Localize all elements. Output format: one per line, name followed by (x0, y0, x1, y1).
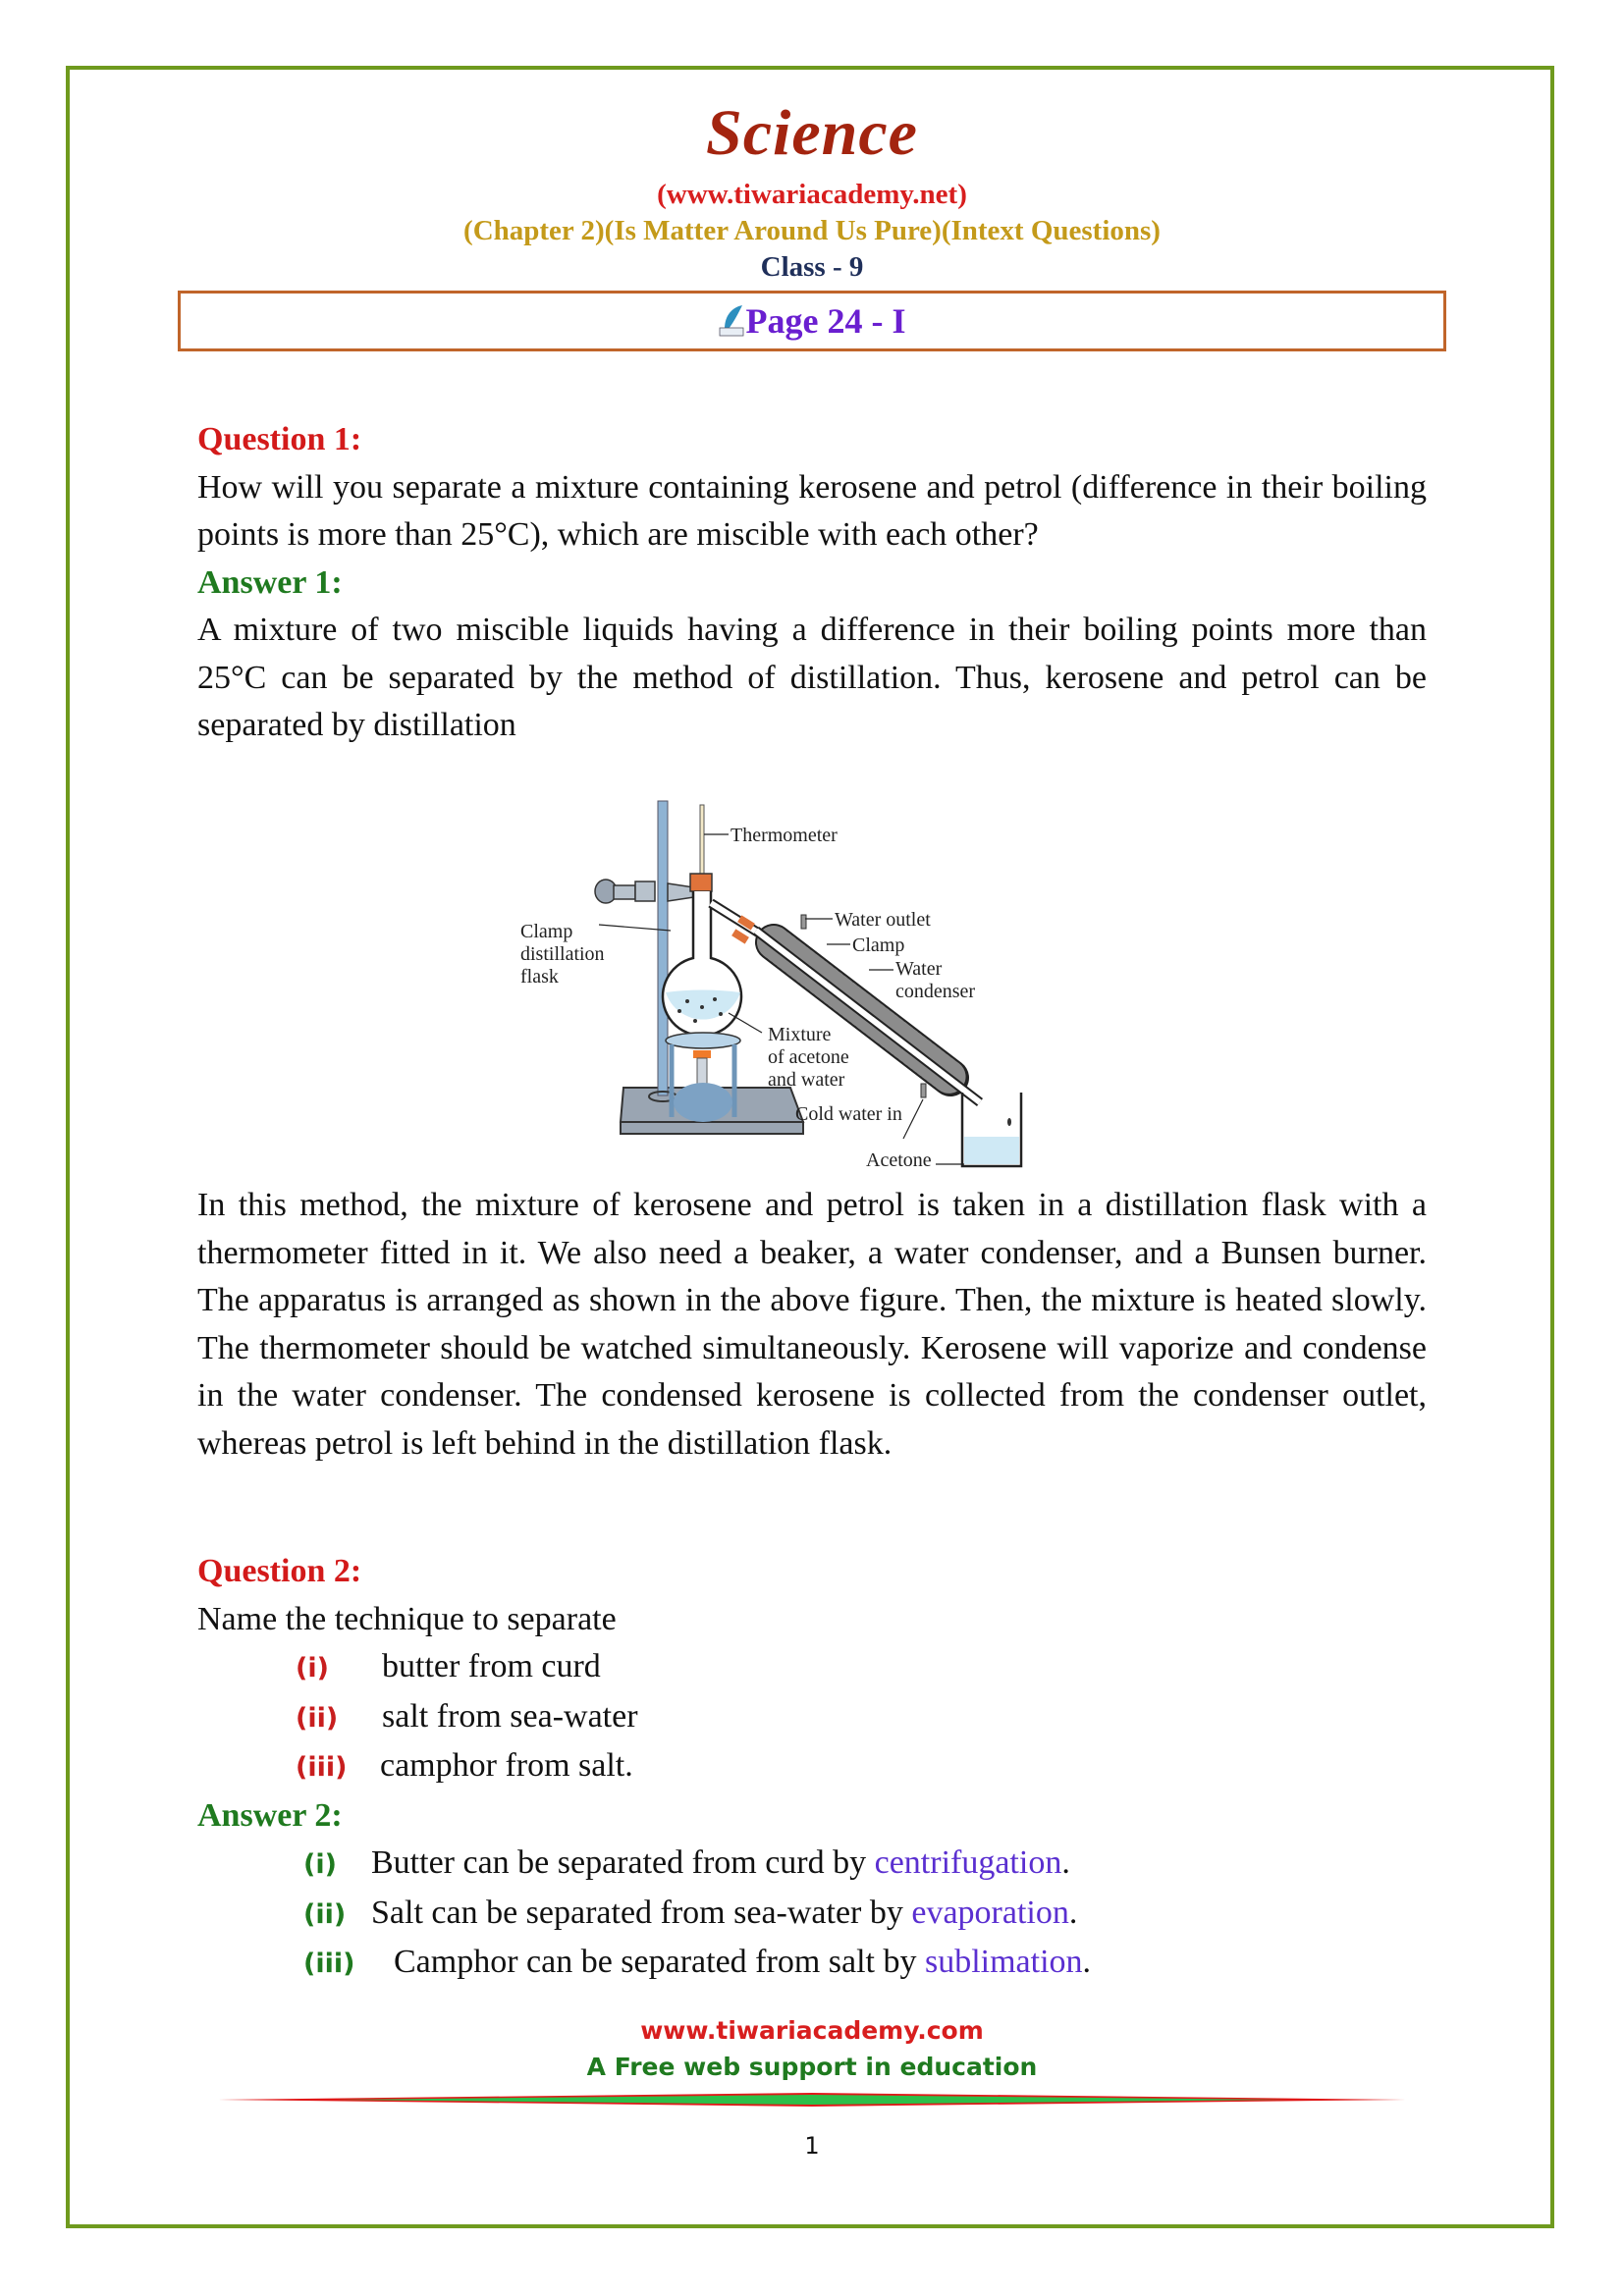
item-text: butter from curd (382, 1648, 601, 1684)
question-2-item (197, 1643, 1427, 1693)
label-mixture-1: Mixture (768, 1024, 832, 1045)
footer-website-link[interactable]: www.tiwariacademy.com (640, 2016, 984, 2045)
technique-term: centrifugation (874, 1844, 1062, 1881)
question-2-text: Name the technique to separate (197, 1600, 617, 1637)
label-mixture-2: of acetone (768, 1046, 849, 1068)
answer-1-detail: In this method, the mixture of kerosene and petrol is taken in a distillation flask with a thermometer fitted in it. We also need a beaker, a water condenser, and a Bunsen burner. The apparatus is arranged as shown in the above figure. Then, the mixture is heated slowly. The thermometer should be watched simultaneously. Kerosene will vaporize and condense in the water condenser. The condensed kerosene is collected from the condenser outlet, whereas petrol is left behind in the distillation flask. (197, 1187, 1427, 1462)
question-2-block (197, 1548, 1427, 1989)
question-2-heading: Question 2: (197, 1553, 362, 1589)
label-mixture-3: and water (768, 1069, 845, 1091)
label-water-outlet: Water outlet (835, 909, 931, 931)
tiwari-academy-logo-icon (719, 303, 744, 337)
item-number: (i) (296, 1653, 329, 1683)
answer-2-heading: Answer 2: (197, 1796, 343, 1834)
item-number: (ii) (303, 1898, 347, 1930)
item-number: (i) (303, 1849, 337, 1880)
label-cold-water-in: Cold water in (795, 1103, 902, 1125)
answer-1-intro: A mixture of two miscible liquids having a difference in their boiling points more than 25°C can be separated by the method of distillation. Thus, kerosene and petrol can be separated by distillation (197, 612, 1427, 743)
label-acetone: Acetone (866, 1149, 932, 1171)
item-text: Camphor can be separated from salt by (394, 1944, 925, 1980)
header-website-link[interactable]: (www.tiwariacademy.net) (657, 179, 967, 210)
page-label: Page 24 - I (745, 301, 906, 341)
cork (690, 874, 712, 891)
label-clamp: Clamp (852, 934, 905, 956)
footer-tagline: A Free web support in education (586, 2053, 1038, 2081)
question-1-text: How will you separate a mixture containing kerosene and petrol (difference in their boiling points is more than 25°C), which are miscible with each other? (197, 468, 1427, 553)
question-1-heading: Question 1: (197, 421, 362, 457)
answer-1-heading: Answer 1: (197, 563, 343, 601)
item-end: . (1061, 1844, 1070, 1881)
label-thermometer: Thermometer (731, 825, 838, 846)
label-water-condenser-1: Water (895, 958, 943, 980)
chapter-subtitle: (Chapter 2)(Is Matter Around Us Pure)(Intext Questions) (463, 215, 1161, 246)
answer-2-item (197, 1939, 1427, 1989)
item-end: . (1082, 1944, 1092, 1980)
answer-2-item (197, 1890, 1427, 1940)
item-text: Butter can be separated from curd by (371, 1844, 875, 1881)
distillation-apparatus-diagram (511, 793, 1119, 1176)
label-water-condenser-2: condenser (895, 981, 976, 1002)
label-clamp-flask-2: distillation (520, 943, 605, 965)
item-number: (iii) (303, 1949, 355, 1979)
label-clamp-flask-1: Clamp (520, 921, 573, 942)
question-2-item (197, 1693, 1427, 1743)
label-clamp-flask-3: flask (520, 966, 559, 988)
item-text: Salt can be separated from sea-water by (371, 1894, 912, 1931)
beaker (962, 1093, 1021, 1166)
answer-1-detail-block (197, 1182, 1427, 1468)
item-end: . (1068, 1894, 1078, 1931)
item-number: (ii) (296, 1702, 339, 1734)
technique-term: evaporation (911, 1894, 1069, 1931)
technique-term: sublimation (924, 1944, 1083, 1980)
page-label-box (178, 291, 1446, 351)
bunsen-burner (674, 1050, 732, 1122)
page-title: Science (706, 97, 918, 169)
answer-2-item (197, 1840, 1427, 1890)
item-number: (iii) (296, 1752, 348, 1783)
item-text: salt from sea-water (382, 1697, 638, 1735)
page-number: 1 (804, 2132, 820, 2160)
class-label: Class - 9 (760, 251, 864, 283)
item-text: camphor from salt. (380, 1747, 633, 1784)
question-2-item (197, 1742, 1427, 1792)
stand-rod (658, 801, 668, 1095)
footer-divider (218, 2093, 1406, 2107)
question-1-block (197, 416, 1427, 750)
